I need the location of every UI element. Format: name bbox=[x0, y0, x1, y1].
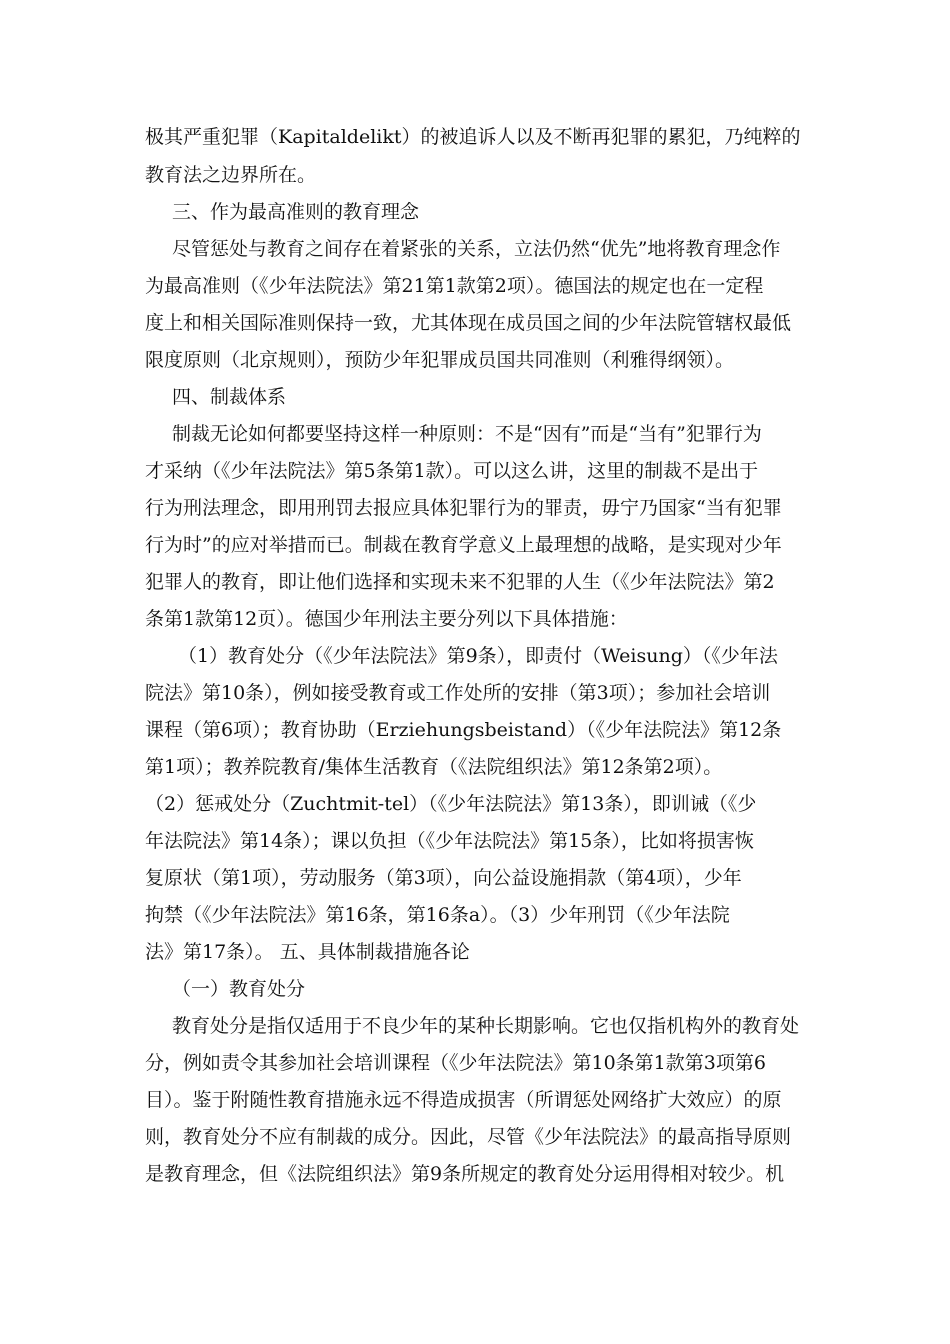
text-line: 行为时”的应对举措而已。制裁在教育学意义上最理想的战略，是实现对少年 bbox=[145, 534, 782, 556]
text-line: 目）。鉴于附随性教育措施永远不得造成损害（所谓惩处网络扩大效应）的原 bbox=[145, 1089, 782, 1111]
text-line: 是教育理念，但《法院组织法》第9条所规定的教育处分运用得相对较少。机 bbox=[145, 1163, 785, 1185]
text-line: （1）教育处分（《少年法院法》第9条），即责付（Weisung）（《少年法 bbox=[178, 645, 778, 667]
text-line: 度上和相关国际准则保持一致，尤其体现在成员国之间的少年法院管辖权最低 bbox=[145, 312, 792, 334]
text-line: 为最高准则（《少年法院法》第21第1款第2项）。德国法的规定也在一定程 bbox=[145, 275, 764, 297]
text-line: 条第1款第12页）。德国少年刑法主要分列以下具体措施： bbox=[145, 608, 628, 630]
text-line: 极其严重犯罪（Kapitaldelikt）的被追诉人以及不断再犯罪的累犯，乃纯粹的 bbox=[145, 126, 801, 148]
text-line: 教育法之边界所在。 bbox=[145, 164, 317, 186]
text-line: 课程（第6项）；教育协助（Erziehungsbeistand）（《少年法院法》第12条 bbox=[145, 719, 782, 741]
text-line: 制裁无论如何都要坚持这样一种原则：不是“因有”而是“当有”犯罪行为 bbox=[172, 423, 762, 445]
text-line: 才采纳（《少年法院法》第5条第1款）。可以这么讲，这里的制裁不是出于 bbox=[145, 460, 759, 482]
text-line: 限度原则（北京规则），预防少年犯罪成员国共同准则（利雅得纲领）。 bbox=[145, 349, 735, 371]
text-line: 教育处分是指仅适用于不良少年的某种长期影响。它也仅指机构外的教育处 bbox=[172, 1015, 800, 1037]
text-line: 尽管惩处与教育之间存在着紧张的关系，立法仍然“优先”地将教育理念作 bbox=[172, 238, 781, 260]
text-line: 拘禁（《少年法院法》第16条，第16条a）。（3）少年刑罚（《少年法院 bbox=[145, 904, 730, 926]
text-line: 复原状（第1项），劳动服务（第3项），向公益设施捐款（第4项），少年 bbox=[145, 867, 742, 889]
text-line: 年法院法》第14条）；课以负担（《少年法院法》第15条），比如将损害恢 bbox=[145, 830, 754, 852]
text-line: （2）惩戒处分（Zuchtmit-tel）（《少年法院法》第13条），即训诫（《少 bbox=[145, 793, 757, 815]
text-line: 则，教育处分不应有制裁的成分。因此，尽管《少年法院法》的最高指导原则 bbox=[145, 1126, 792, 1148]
text-line: 法》第17条）。 五、具体制裁措施各论 bbox=[145, 941, 470, 963]
text-line: 第1项）；教养院教育/集体生活教育（《法院组织法》第12条第2项）。 bbox=[145, 756, 723, 778]
text-line: 分，例如责令其参加社会培训课程（《少年法院法》第10条第1款第3项第6 bbox=[145, 1052, 766, 1074]
section-heading: 四、制裁体系 bbox=[172, 386, 287, 408]
text-line: 行为刑法理念，即用刑罚去报应具体犯罪行为的罪责，毋宁乃国家“当有犯罪 bbox=[145, 497, 782, 519]
text-line: 院法》第10条），例如接受教育或工作处所的安排（第3项）；参加社会培训 bbox=[145, 682, 771, 704]
section-heading: 三、作为最高准则的教育理念 bbox=[172, 201, 420, 223]
subsection-heading: （一）教育处分 bbox=[172, 978, 306, 1000]
text-line: 犯罪人的教育，即让他们选择和实现未来不犯罪的人生（《少年法院法》第2 bbox=[145, 571, 775, 593]
